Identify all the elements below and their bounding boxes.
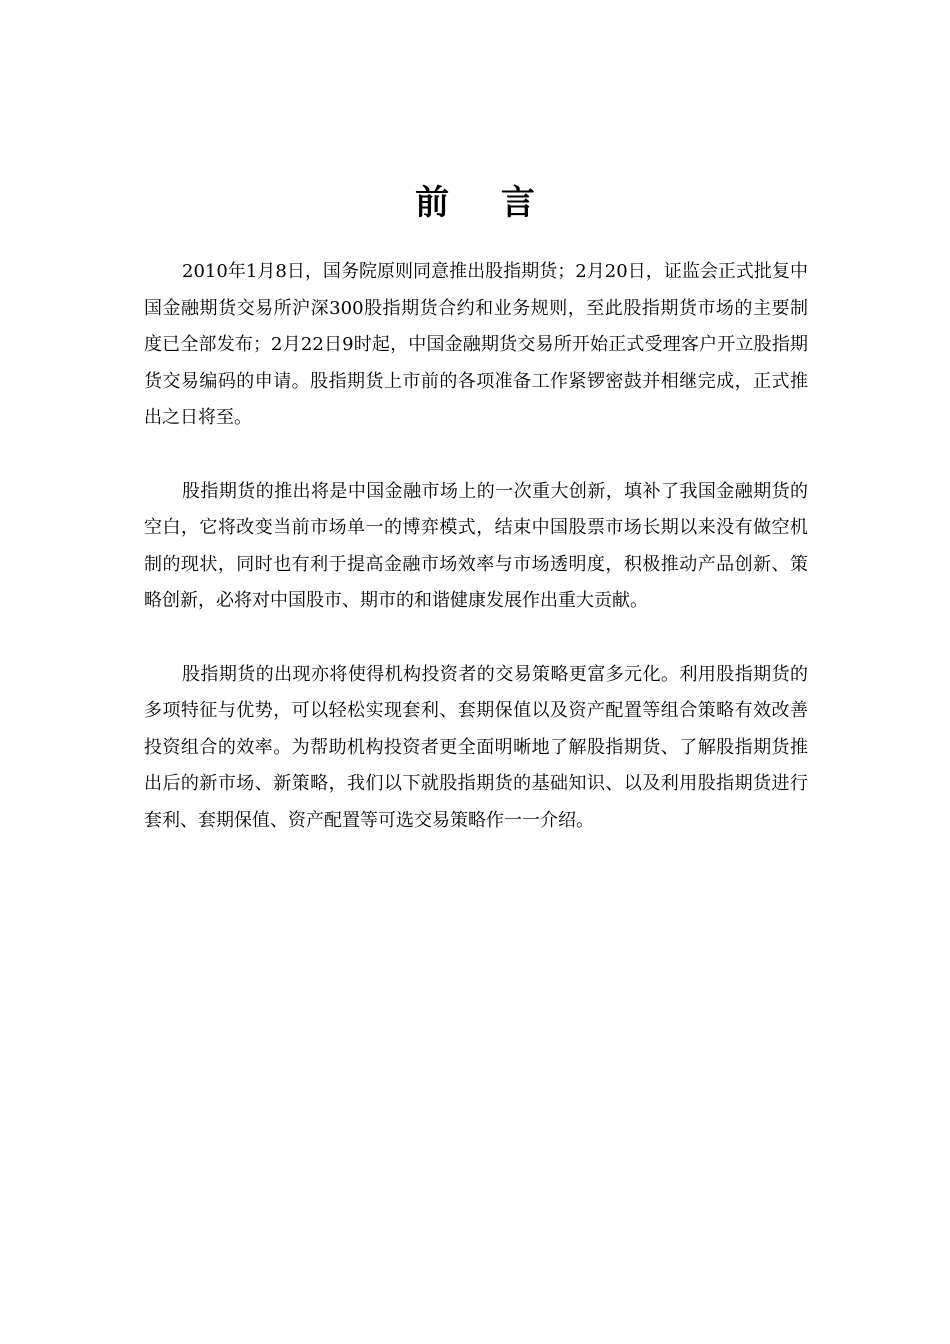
paragraph-2: 股指期货的推出将是中国金融市场上的一次重大创新，填补了我国金融期货的空白，它将改变当前市场单一的博弈模式，结束中国股票市场长期以来没有做空机制的现状，同时也有利于提高金融市场效率与市场透明度，积极推动产品创新、策略创新，必将对中国股市、期市的和谐健康发展作出重大贡献。 xyxy=(144,480,808,611)
document-body xyxy=(144,254,808,839)
paragraph-3: 股指期货的出现亦将使得机构投资者的交易策略更富多元化。利用股指期货的多项特征与优势，可以轻松实现套利、套期保值以及资产配置等组合策略有效改善投资组合的效率。为帮助机构投资者更全面明晰地了解股指期货、了解股指期货推出后的新市场、新策略，我们以下就股指期货的基础知识、以及利用股指期货进行套利、套期保值、资产配置等可选交易策略作一一介绍。 xyxy=(144,663,808,831)
page-title: 前 言 xyxy=(415,183,555,223)
paragraph-1: 2010年1月8日，国务院原则同意推出股指期货；2月20日，证监会正式批复中国金融期货交易所沪深300股指期货合约和业务规则，至此股指期货市场的主要制度已全部发布；2月22日9时起，中国金融期货交易所开始正式受理客户开立股指期货交易编码的申请。股指期货上市前的各项准备工作紧锣密鼓并相继完成，正式推出之日将至。 xyxy=(144,261,808,428)
